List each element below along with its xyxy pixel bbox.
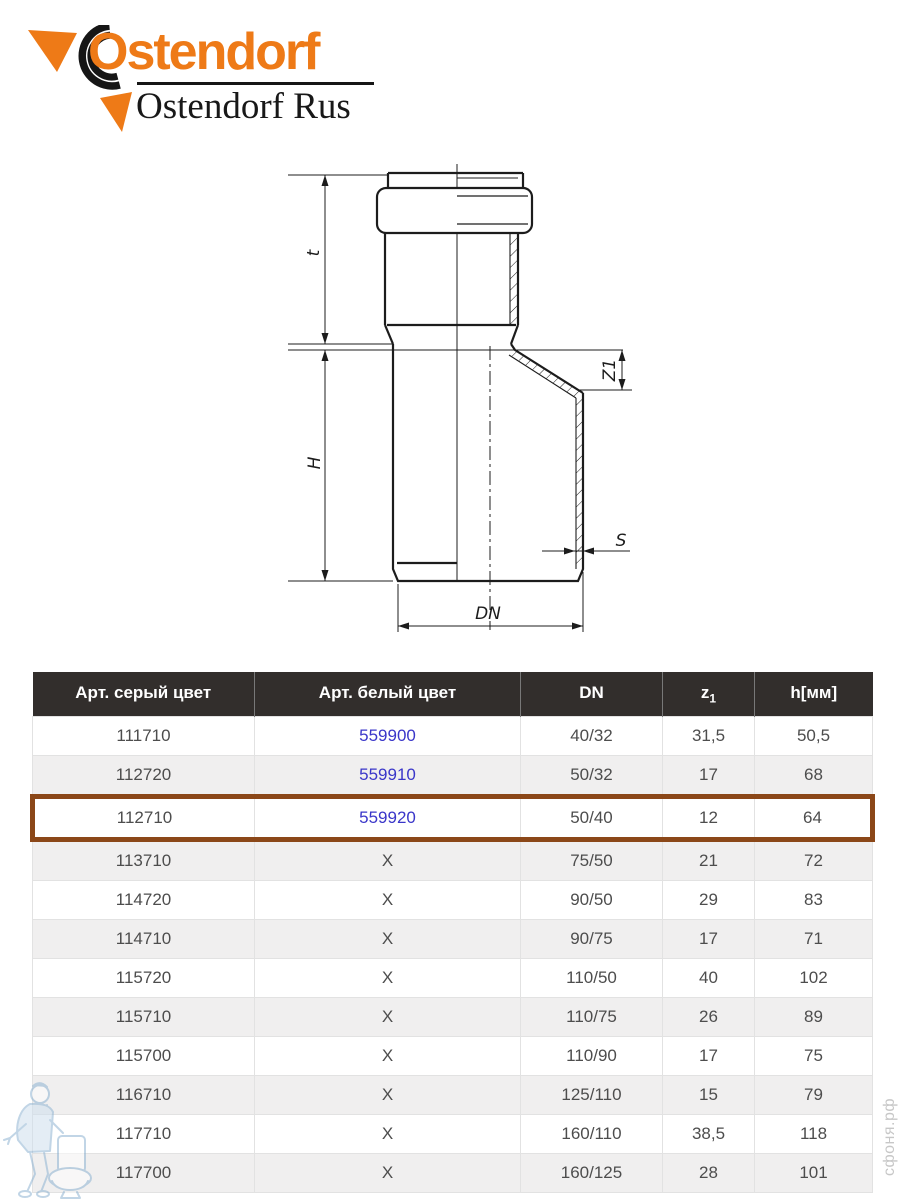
cell-dn: 50/32 (521, 756, 663, 797)
table-row (33, 797, 873, 840)
cell-dn: 125/110 (521, 1076, 663, 1115)
cell-art-white: X (255, 998, 521, 1037)
spec-table (30, 672, 875, 1193)
cell-art-gray: 112720 (33, 756, 255, 797)
cell-z1: 17 (663, 756, 755, 797)
table-row (33, 1037, 873, 1076)
cell-h: 72 (755, 840, 873, 881)
cell-art-gray: 115710 (33, 998, 255, 1037)
col-header-h: h[мм] (755, 672, 873, 717)
cell-z1: 21 (663, 840, 755, 881)
cell-h: 118 (755, 1115, 873, 1154)
cell-h: 89 (755, 998, 873, 1037)
table-header-row (33, 672, 873, 717)
table-row (33, 717, 873, 756)
cell-z1: 31,5 (663, 717, 755, 756)
art-white-link[interactable]: 559910 (359, 765, 416, 784)
cell-dn: 90/75 (521, 920, 663, 959)
cell-art-white: X (255, 920, 521, 959)
dim-label-t: t (304, 249, 324, 257)
cell-h: 102 (755, 959, 873, 998)
cell-art-white (255, 756, 521, 797)
cell-z1: 28 (663, 1154, 755, 1193)
dim-label-dn: DN (475, 604, 501, 624)
cell-h: 68 (755, 756, 873, 797)
table-row (33, 756, 873, 797)
col-header-art-white: Арт. белый цвет (255, 672, 521, 717)
table-row (33, 881, 873, 920)
cell-art-white: X (255, 1115, 521, 1154)
cell-dn: 40/32 (521, 717, 663, 756)
cell-art-white (255, 797, 521, 840)
dim-label-z1: Z1 (600, 358, 620, 382)
table-row (33, 959, 873, 998)
table-row (33, 920, 873, 959)
cell-z1: 15 (663, 1076, 755, 1115)
art-white-link[interactable]: 559920 (359, 808, 416, 827)
technical-drawing (280, 158, 650, 650)
cell-art-white (255, 717, 521, 756)
dim-label-s: S (615, 531, 627, 551)
cell-art-gray: 114720 (33, 881, 255, 920)
cell-art-gray: 115720 (33, 959, 255, 998)
logo-subtitle-text: Ostendorf Rus (136, 86, 351, 127)
cell-art-white: X (255, 959, 521, 998)
table-row (33, 1115, 873, 1154)
cell-h: 79 (755, 1076, 873, 1115)
col-header-dn: DN (521, 672, 663, 717)
cell-z1: 26 (663, 998, 755, 1037)
cell-z1: 12 (663, 797, 755, 840)
cell-z1: 17 (663, 920, 755, 959)
cell-dn: 110/90 (521, 1037, 663, 1076)
cell-art-white: X (255, 1076, 521, 1115)
cell-z1: 38,5 (663, 1115, 755, 1154)
cell-dn: 75/50 (521, 840, 663, 881)
cell-art-gray: 115700 (33, 1037, 255, 1076)
cell-h: 64 (755, 797, 873, 840)
cell-art-gray: 117710 (33, 1115, 255, 1154)
cell-h: 83 (755, 881, 873, 920)
cell-art-white: X (255, 1154, 521, 1193)
art-white-link[interactable]: 559900 (359, 726, 416, 745)
cell-dn: 90/50 (521, 881, 663, 920)
cell-art-white: X (255, 881, 521, 920)
logo-brand-text: Ostendorf (88, 23, 319, 81)
col-header-art-gray: Арт. серый цвет (33, 672, 255, 717)
table-body (33, 717, 873, 1193)
col-header-z1: $z_1$ (663, 672, 755, 717)
cell-art-gray: 114710 (33, 920, 255, 959)
cell-z1: 17 (663, 1037, 755, 1076)
cell-dn: 50/40 (521, 797, 663, 840)
table-row (33, 1076, 873, 1115)
dim-label-h: H (305, 456, 325, 470)
table-row (33, 998, 873, 1037)
table-row (33, 840, 873, 881)
cell-dn: 160/125 (521, 1154, 663, 1193)
cell-art-gray: 112710 (33, 797, 255, 840)
cell-art-gray: 111710 (33, 717, 255, 756)
table-row (33, 1154, 873, 1193)
cell-h: 71 (755, 920, 873, 959)
site-watermark: сфоня.рф (881, 1097, 898, 1177)
cell-h: 75 (755, 1037, 873, 1076)
cell-dn: 160/110 (521, 1115, 663, 1154)
cell-z1: 40 (663, 959, 755, 998)
cell-art-gray: 113710 (33, 840, 255, 881)
cell-h: 101 (755, 1154, 873, 1193)
cell-art-gray: 116710 (33, 1076, 255, 1115)
cell-art-white: X (255, 1037, 521, 1076)
cell-dn: 110/50 (521, 959, 663, 998)
cell-art-gray: 117700 (33, 1154, 255, 1193)
cell-z1: 29 (663, 881, 755, 920)
cell-h: 50,5 (755, 717, 873, 756)
cell-dn: 110/75 (521, 998, 663, 1037)
cell-art-white: X (255, 840, 521, 881)
